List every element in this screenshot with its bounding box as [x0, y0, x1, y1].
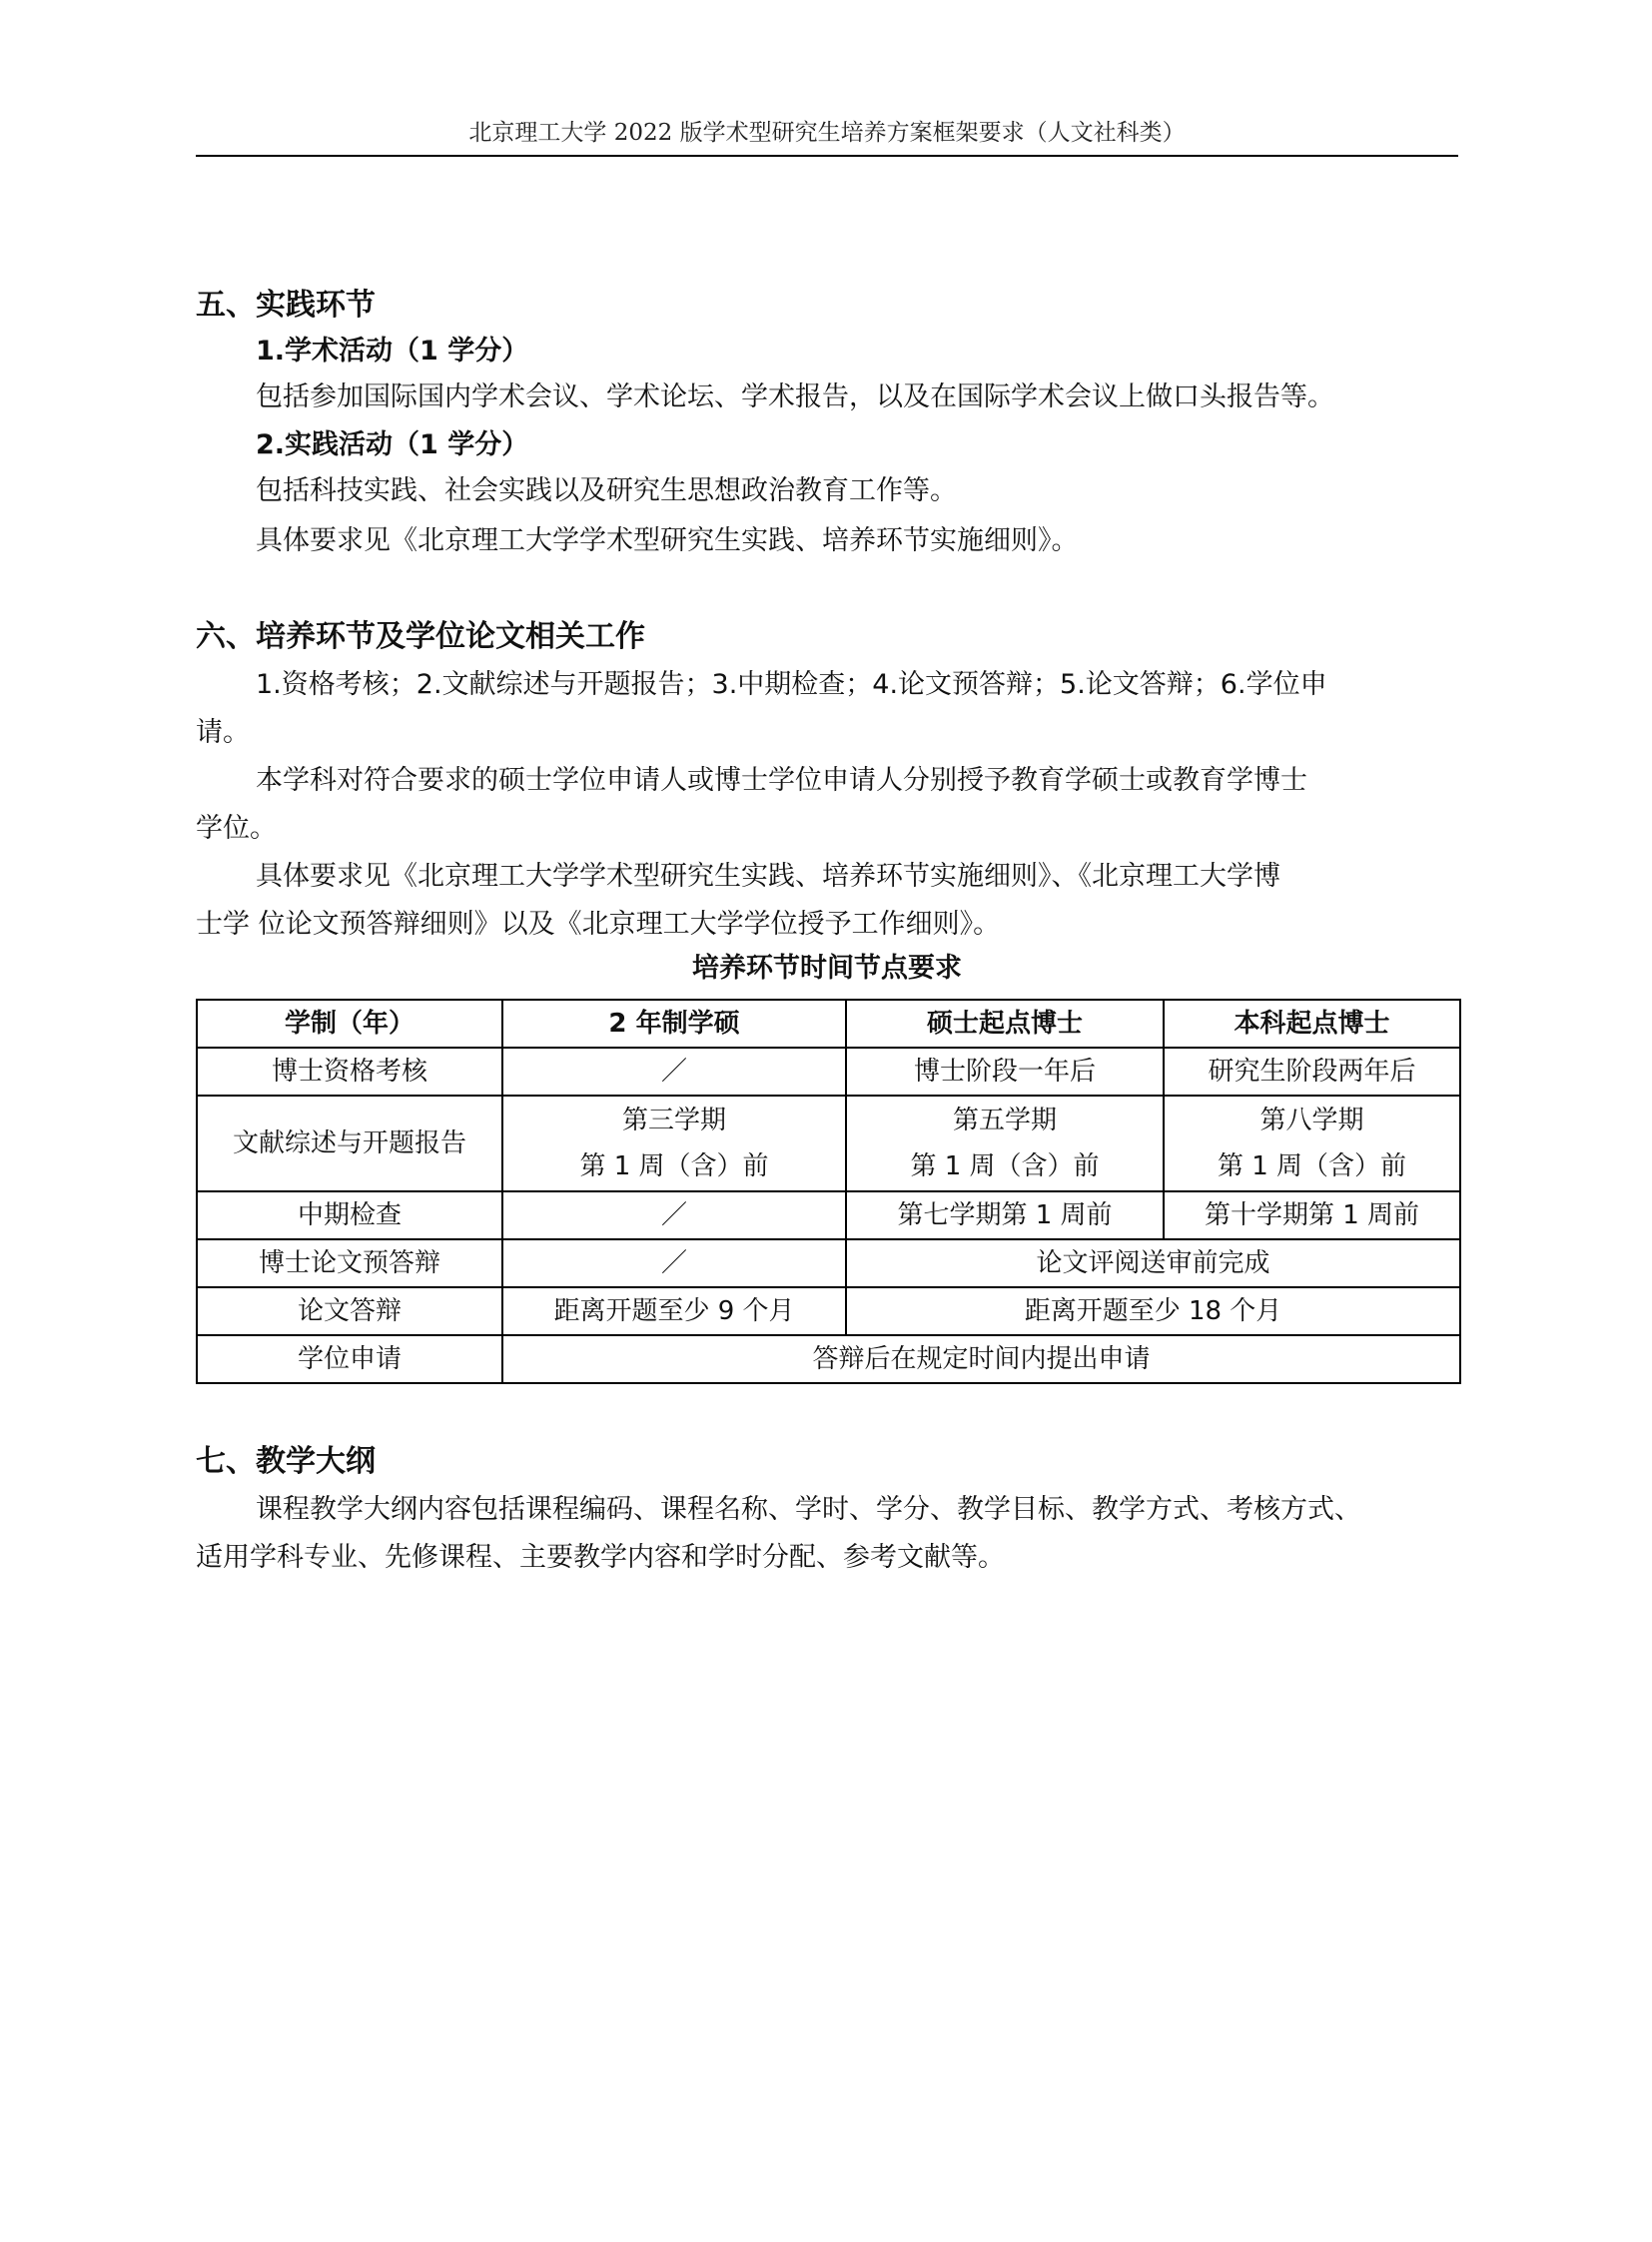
table-cell: 博士阶段一年后	[846, 1048, 1164, 1096]
table-cell: ／	[502, 1048, 846, 1096]
section5-sub1-text: 包括参加国际国内学术会议、学术论坛、学术报告，以及在国际学术会议上做口头报告等。	[256, 381, 1334, 412]
page-header: 北京理工大学 2022 版学术型研究生培养方案框架要求（人文社科类）	[468, 120, 1186, 146]
section6-items-line1: 1.资格考核；2.文献综述与开题报告；3.中期检查；4.论文预答辩；5.论文答辩；6.学位申	[256, 669, 1327, 700]
header-divider	[196, 155, 1458, 157]
cell-line: 第 1 周（含）前	[910, 1151, 1100, 1181]
table-header-cell: 硕士起点博士	[846, 1000, 1164, 1048]
row-label: 中期检查	[197, 1191, 502, 1239]
table-cell	[1164, 1096, 1460, 1191]
table-caption: 培养环节时间节点要求	[692, 953, 962, 984]
row-label: 文献综述与开题报告	[197, 1096, 502, 1191]
table-cell-merged: 论文评阅送审前完成	[846, 1239, 1460, 1287]
table-header-row	[197, 1000, 1460, 1048]
table-cell-merged: 距离开题至少 18 个月	[846, 1287, 1460, 1335]
section7-line2: 适用学科专业、先修课程、主要教学内容和学时分配、参考文献等。	[196, 1542, 1005, 1573]
cell-line: 第 1 周（含）前	[579, 1151, 769, 1181]
section6-req-line1: 具体要求见《北京理工大学学术型研究生实践、培养环节实施细则》、《北京理工大学博	[256, 861, 1280, 892]
row-label: 论文答辩	[197, 1287, 502, 1335]
table-header-cell: 2 年制学硕	[502, 1000, 846, 1048]
section7-line1: 课程教学大纲内容包括课程编码、课程名称、学时、学分、教学目标、教学方式、考核方式、	[256, 1494, 1361, 1525]
table-cell: 距离开题至少 9 个月	[502, 1287, 846, 1335]
table-cell: 第十学期第 1 周前	[1164, 1191, 1460, 1239]
section5-sub2-title: 2.实践活动（1 学分）	[256, 429, 529, 460]
table-row	[197, 1191, 1460, 1239]
row-label: 学位申请	[197, 1335, 502, 1383]
row-label: 博士资格考核	[197, 1048, 502, 1096]
table-row	[197, 1239, 1460, 1287]
cell-line: 第五学期	[952, 1106, 1057, 1135]
section5-note: 具体要求见《北京理工大学学术型研究生实践、培养环节实施细则》。	[256, 525, 1079, 556]
section6-title: 六、培养环节及学位论文相关工作	[196, 619, 645, 654]
cell-line: 第 1 周（含）前	[1217, 1151, 1407, 1181]
section6-req-line2: 士学 位论文预答辩细则》以及《北京理工大学学位授予工作细则》。	[196, 909, 1001, 940]
table-row	[197, 1287, 1460, 1335]
table-cell-merged: 答辩后在规定时间内提出申请	[502, 1335, 1460, 1383]
section5-title: 五、实践环节	[196, 288, 376, 323]
section6-items-line2: 请。	[196, 717, 250, 748]
section5-sub2-text: 包括科技实践、社会实践以及研究生思想政治教育工作等。	[256, 475, 957, 506]
cell-line: 第三学期	[621, 1106, 726, 1135]
table-cell: ／	[502, 1239, 846, 1287]
table-cell: 研究生阶段两年后	[1164, 1048, 1460, 1096]
row-label: 博士论文预答辩	[197, 1239, 502, 1287]
section6-degree-line1: 本学科对符合要求的硕士学位申请人或博士学位申请人分别授予教育学硕士或教育学博士	[256, 765, 1307, 796]
section5-sub1-title: 1.学术活动（1 学分）	[256, 336, 529, 367]
table-cell	[846, 1096, 1164, 1191]
training-schedule-table	[196, 999, 1461, 1384]
table-row	[197, 1048, 1460, 1096]
cell-line: 第八学期	[1259, 1106, 1364, 1135]
table-header-cell: 学制（年）	[197, 1000, 502, 1048]
table-row	[197, 1335, 1460, 1383]
table-cell: 第七学期第 1 周前	[846, 1191, 1164, 1239]
table-row	[197, 1096, 1460, 1191]
section7-title: 七、教学大纲	[196, 1444, 376, 1479]
section6-degree-line2: 学位。	[196, 813, 277, 844]
table-header-cell: 本科起点博士	[1164, 1000, 1460, 1048]
table-cell	[502, 1096, 846, 1191]
table-cell: ／	[502, 1191, 846, 1239]
